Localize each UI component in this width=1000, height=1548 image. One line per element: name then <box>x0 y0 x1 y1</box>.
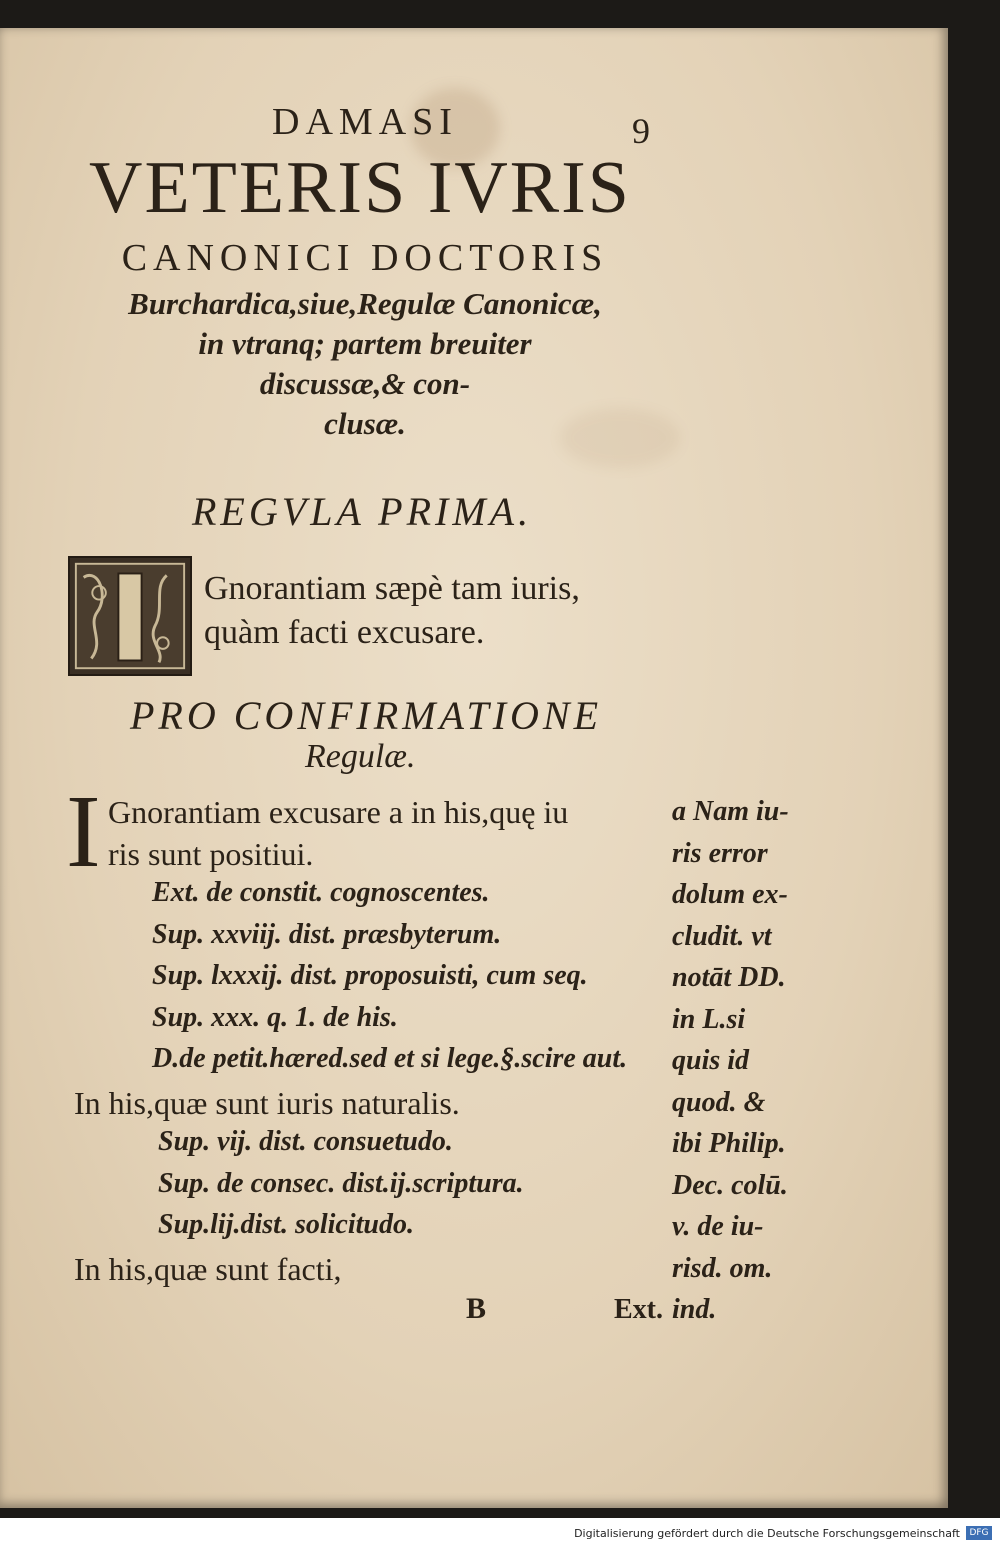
margin-note-line: a Nam iu- <box>672 796 789 827</box>
margin-note-line: cludit. vt <box>672 920 772 952</box>
header-word: DAMASI <box>272 101 458 143</box>
body-line: Ext. de constit. cognoscentes. <box>152 877 490 908</box>
margin-note-line: quod. & <box>672 1086 766 1118</box>
margin-note-line: in L.si <box>672 1003 746 1035</box>
page-number: 9 <box>632 111 650 151</box>
body-line: Sup. vij. dist. consuetudo. <box>158 1126 453 1157</box>
signature-mark: B <box>466 1292 487 1325</box>
margin-note-line: ind. <box>672 1294 717 1325</box>
subtitle-line: in vtranq; partem breuiter <box>198 326 532 361</box>
margin-note-line: v. de iu- <box>672 1211 764 1242</box>
margin-note-line: dolum ex- <box>672 879 788 910</box>
footer-text: Digitalisierung gefördert durch die Deutsche Forschungsgemeinschaft <box>574 1527 960 1540</box>
body-line: Sup. xxx. q. 1. de his. <box>152 1001 398 1033</box>
catchword: Ext. <box>614 1294 663 1325</box>
regula-heading: REGVLA PRIMA. <box>192 489 533 534</box>
margin-note-line: notāt DD. <box>672 962 786 993</box>
body-initial: I <box>66 774 101 889</box>
margin-note-line: ris error <box>672 837 768 869</box>
book-page <box>0 28 948 1508</box>
confirm-heading: PRO CONFIRMATIONE <box>130 693 603 738</box>
confirm-subheading: Regulæ. <box>305 738 416 775</box>
margin-note-line: risd. om. <box>672 1252 773 1284</box>
body-line: Sup. de consec. dist.ij.scriptura. <box>158 1167 524 1199</box>
ornament-icon <box>70 558 190 674</box>
body-line: Sup. xxviij. dist. præsbyterum. <box>152 918 502 950</box>
digitization-footer <box>0 1518 1000 1548</box>
body-line: In his,quæ sunt facti, <box>74 1250 342 1287</box>
body-line: In his,quæ sunt iuris naturalis. <box>74 1084 460 1121</box>
title-line-2: CANONICI DOCTORIS <box>121 237 609 279</box>
dfg-logo-icon: DFG <box>966 1526 992 1540</box>
body-line: ris sunt positiui. <box>108 835 314 872</box>
margin-note-line: Dec. colū. <box>672 1169 788 1201</box>
body-line: Gnorantiam excusare a in his,quę iu <box>108 794 569 830</box>
body-line: Sup. lxxxij. dist. proposuisti, cum seq. <box>152 960 588 991</box>
decorated-initial <box>68 556 192 676</box>
margin-note-line: ibi Philip. <box>672 1128 786 1159</box>
rule-text-line: quàm facti excusare. <box>204 614 485 651</box>
rule-text-line: Gnorantiam sæpè tam iuris, <box>204 570 580 607</box>
body-line: D.de petit.hæred.sed et si lege.§.scire aut. <box>152 1043 628 1074</box>
margin-note-line: quis id <box>672 1045 750 1076</box>
body-line: Sup.lij.dist. solicitudo. <box>158 1209 414 1240</box>
subtitle-line: Burchardica,siue,Regulæ Canonicæ, <box>128 286 602 321</box>
subtitle-line: discussæ,& con- <box>259 366 471 401</box>
title-line-1: VETERIS IVRIS <box>89 147 631 229</box>
subtitle-line: clusæ. <box>324 406 406 441</box>
